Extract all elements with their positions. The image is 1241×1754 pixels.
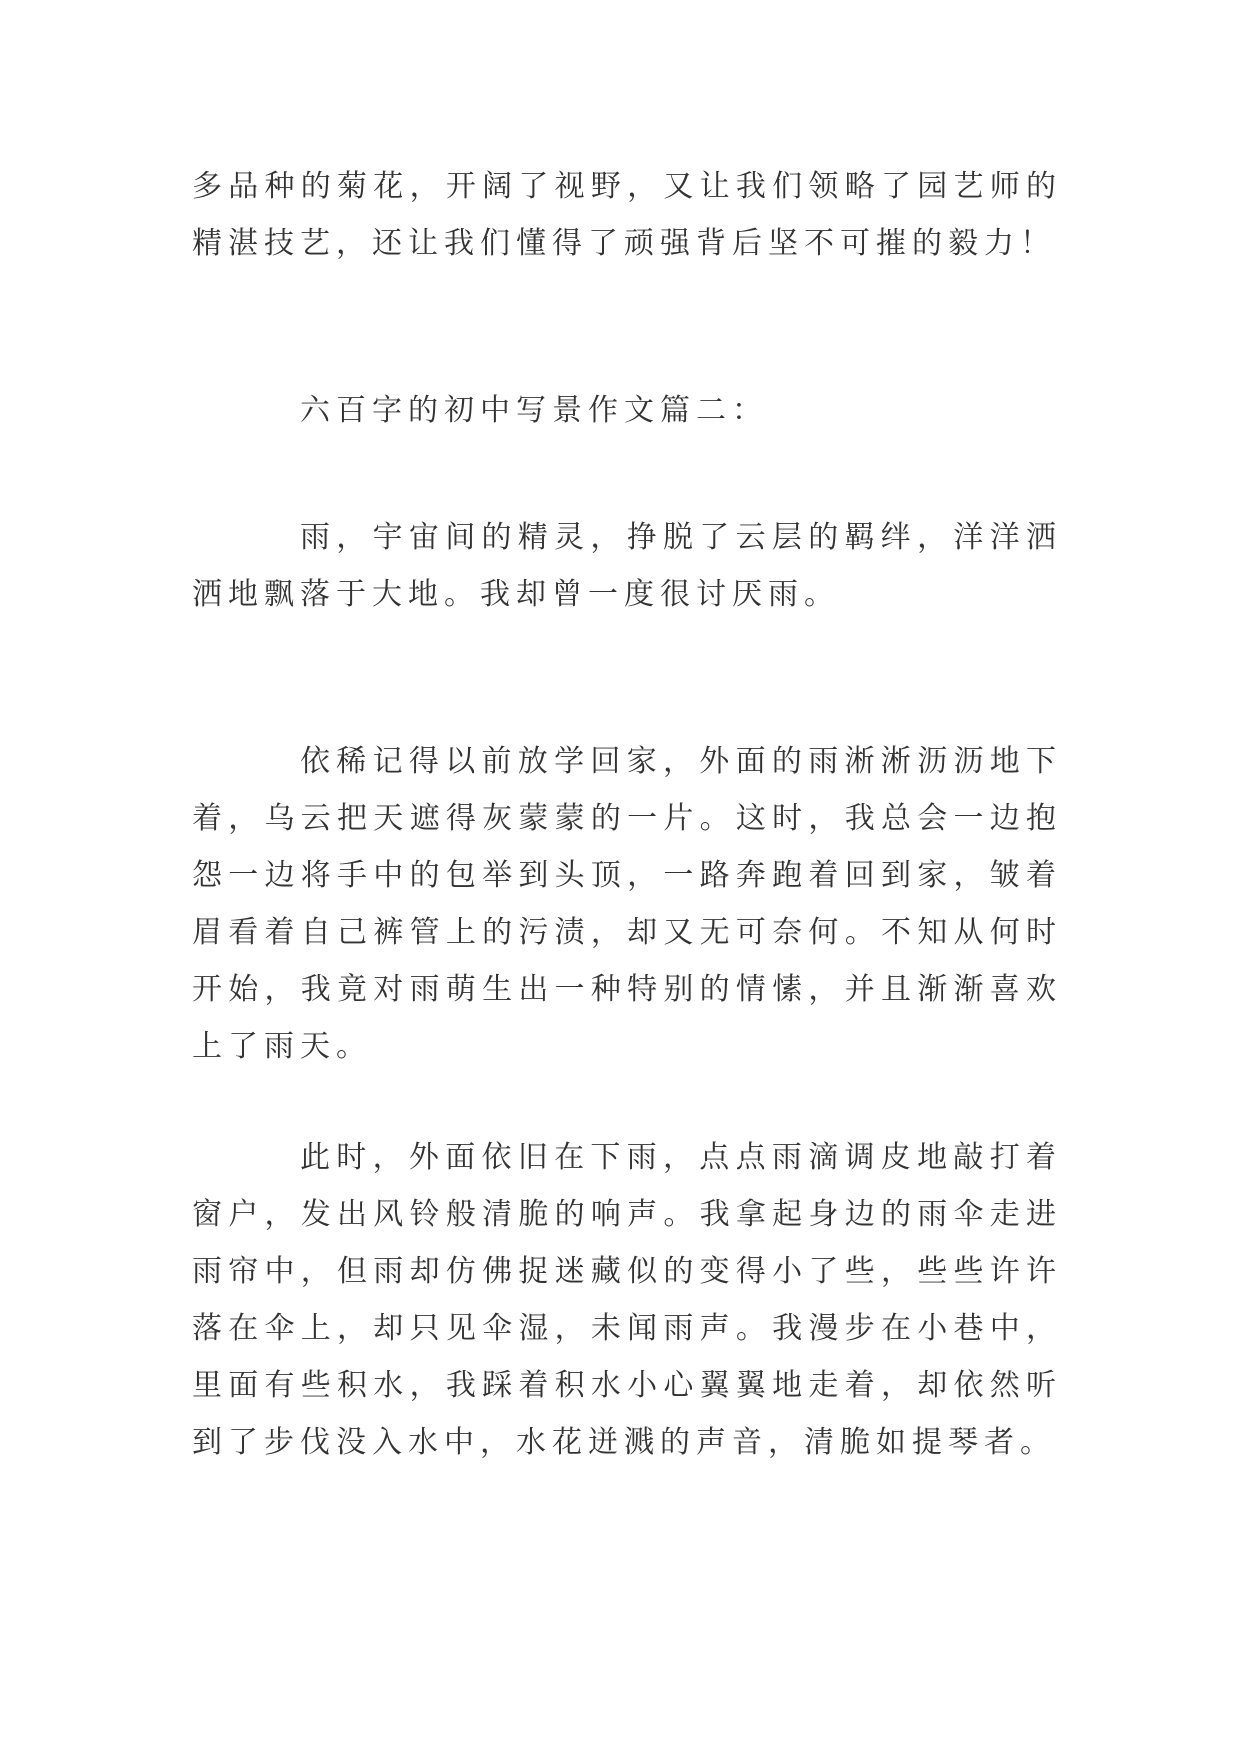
paragraph-memory: 依稀记得以前放学回家，外面的雨淅淅沥沥地下着，乌云把天遮得灰蒙蒙的一片。这时，我总会一边抱怨一边将手中的包举到头顶，一路奔跑着回到家，皱着眉看着自己裤管上的污渍，却又无可奈何。不知从何时开始，我竟对雨萌生出一种特别的情愫，并且渐渐喜欢上了雨天。: [192, 744, 1062, 1064]
paragraph-now: 此时，外面依旧在下雨，点点雨滴调皮地敲打着窗户，发出风铃般清脆的响声。我拿起身边的雨伞走进雨帘中，但雨却仿佛捉迷藏似的变得小了些，些些许许落在伞上，却只见伞湿，未闻雨声。我漫步在小巷中，里面有些积水，我踩着积水小心翼翼地走着，却依然听到了步伐没入水中，水花迸溅的声音，清脆如提琴者。: [192, 1140, 1062, 1460]
paragraph-rain-intro: 雨，宇宙间的精灵，挣脱了云层的羁绊，洋洋洒洒地飘落于大地。我却曾一度很讨厌雨。: [192, 520, 1062, 612]
section-heading: 六百字的初中写景作文篇二：: [300, 393, 768, 428]
paragraph-continuation: 多品种的菊花，开阔了视野，又让我们领略了园艺师的精湛技艺，还让我们懂得了顽强背后坚不可摧的毅力！: [192, 169, 1062, 261]
